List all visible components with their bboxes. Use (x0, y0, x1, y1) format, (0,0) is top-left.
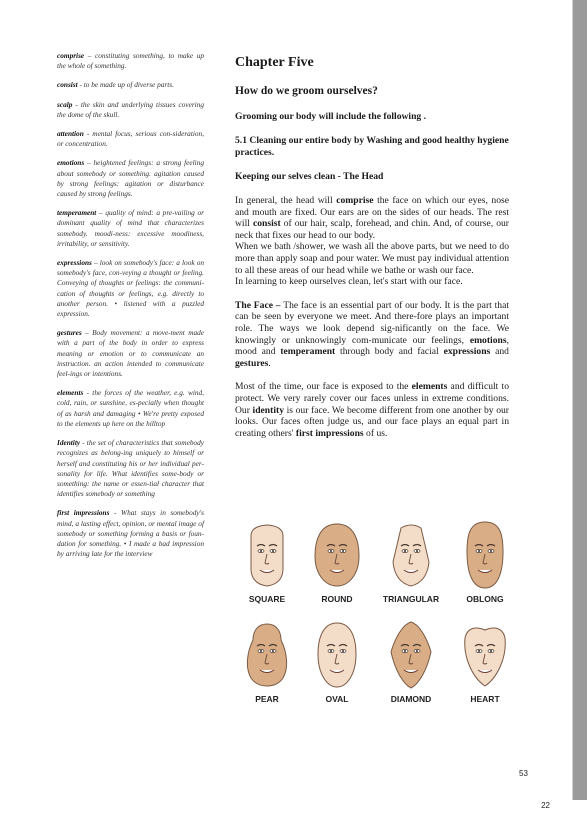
glossary-entry: consist - to be made up of diverse parts. (57, 80, 174, 90)
face-square-drawing (237, 518, 297, 592)
face-round-drawing (307, 518, 367, 592)
face-square (232, 518, 302, 604)
glossary-entry: Identity - the set of characteristics that somebody recognizes as belong-ing uniquely to himself or herself and constituting his or her individual per-sonality for life. What identifies some-body or something: the name or essen-tial character that identifies somebody or something (57, 438, 204, 499)
glossary-entry: comprise – constituting something, to make up the whole of something. (57, 51, 204, 71)
face-oblong-drawing (455, 518, 515, 592)
glossary-entry: scalp - the skin and underlying tissues covering the dome of the skull. (57, 99, 204, 119)
glossary-entry: first impressions - What stays in somebody's mind, a lasting effect, opinion, or mental image of somebody or something forming a basis or foun-dation for something. • I made a bad impression by arriving late for the interview (57, 508, 205, 559)
face-label: OVAL (325, 694, 349, 704)
face-label: OBLONG (466, 594, 504, 604)
folio-number: 22 (541, 801, 550, 810)
glossary-entry: attention - mental focus, serious con-sideration, or concentration. (57, 129, 204, 149)
face-heart (450, 618, 520, 704)
chapter-title: Chapter Five (235, 55, 314, 70)
face-label: SQUARE (248, 594, 286, 604)
face-oval-drawing (307, 618, 367, 692)
face-pear-drawing (237, 618, 297, 692)
page-number: 53 (519, 769, 528, 778)
face-label: ROUND (321, 594, 353, 604)
face-diamond (376, 618, 446, 704)
face-triangular (376, 518, 446, 604)
face-pear (232, 618, 302, 704)
paragraph-face: The Face – The face is an essential part of our body. It is the part that can be seen by everyone we meet. And there-fore plays an important role. The ways we look depend sig-nificantly on the face. We knowingly or unknowingly com-municate our feelings, emotions, mood and temperament through body and facial expressions and gestures. (235, 299, 509, 369)
face-label: DIAMOND (390, 694, 432, 704)
paragraph-head: In general, the head will comprise the face on which our eyes, nose and mouth are fixed. Our ears are on the sides of our heads. The rest will consist of our hair, scalp, forehead, and chin. And, of course, our neck that fixes our head to our body. When we bath /shower, we wash all the above parts, but we need to do more than apply soap and pour water. We must pay individual attention to all these areas of our head while we bathe or wash our face. In learning to keep ourselves clean, let's start with our face. (235, 195, 509, 288)
face-triangular-drawing (381, 518, 441, 592)
paragraph-elements: Most of the time, our face is exposed to the elements and difficult to protect. We very rarely cover our faces unless in extreme conditions. Our identity is our face. We become different from one another by our looks. Our faces often judge us, and our face plays an equal part in creating others' first impressions of us. (235, 381, 509, 439)
face-label: HEART (470, 694, 500, 704)
glossary-entry: gestures – Body movement: a move-ment made with a part of the body in order to express meaning or emotion or to communicate an instruction. an action intended to communicate feel-ings or intentions. (57, 328, 204, 379)
page-gap (0, 800, 587, 828)
section-heading: 5.1 Cleaning our entire body by Washing and good healthy hygiene practices. (235, 135, 509, 158)
face-label: TRIANGULAR (382, 594, 440, 604)
face-oblong (450, 518, 520, 604)
intro-line: Grooming our body will include the following . (235, 111, 427, 122)
glossary-column (57, 51, 204, 568)
face-oval (302, 618, 372, 704)
face-label: PEAR (255, 694, 279, 704)
subheading: Keeping our selves clean - The Head (235, 171, 384, 182)
glossary-entry: emotions – heightened feelings: a strong feeling about somebody or something. agitation caused by strong feelings: agitation or disturbance caused by strong feelings. (57, 158, 204, 199)
glossary-entry: temperament – quality of mind: a pre-vailing or dominant quality of mind that characterizes somebody. moodi-ness: excessive moodiness, irritability, or sensitivity. (57, 208, 204, 248)
face-diamond-drawing (381, 618, 441, 692)
glossary-entry: elements - the forces of the weather, e.g. wind, cold, rain, or sunshine, es-pecially when thought of as harsh and damaging • We're pretty exposed to the elements up here on the hilltop (57, 388, 204, 428)
chapter-question: How do we groom ourselves? (235, 85, 378, 97)
face-round (302, 518, 372, 604)
glossary-entry: expressions – look on somebody's face: a look on somebody's face, con-veying a thought or feeling. Conveying of thoughts or feelings: the communi-cation of thoughts or feelings, e.g. directly to another person. • listened with a puzzled expression. (57, 258, 204, 319)
face-heart-drawing (455, 618, 515, 692)
main-column (235, 55, 509, 451)
